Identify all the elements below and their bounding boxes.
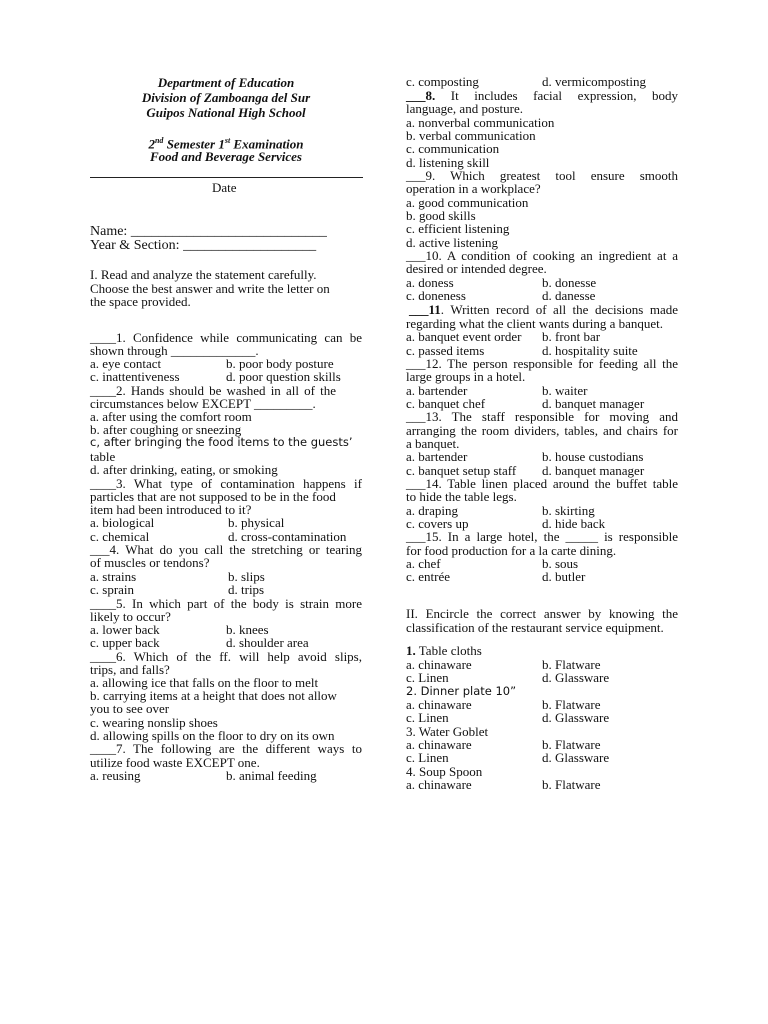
question-5-stem: ____5. In which part of the body is strain more: [90, 596, 362, 611]
question-11-stem: ___11. Written record of all the decisions made: [409, 302, 678, 317]
choice-c: c. upper back: [90, 635, 160, 650]
choice-a: a. chinaware: [406, 657, 472, 672]
choice-c: c. passed items: [406, 343, 485, 358]
choice-b: b. poor body posture: [226, 356, 334, 371]
choice-b: b. slips: [228, 569, 265, 584]
choice-c: c. communication: [406, 141, 500, 156]
choice-d: d. poor question skills: [226, 369, 341, 384]
choice-b: b. good skills: [406, 208, 476, 223]
choice-c: c. sprain: [90, 582, 135, 597]
question-9-stem: operation in a workplace?: [406, 181, 541, 196]
choice-d: d. shoulder area: [226, 635, 309, 650]
choice-d: d. trips: [228, 582, 265, 597]
equipment-item-4: 4. Soup Spoon: [406, 764, 483, 779]
question-15-stem: for food production for a la carte dining.: [406, 543, 617, 558]
question-1-stem: ____1. Confidence while communicating can be: [90, 330, 362, 345]
question-10-stem: ___10. A condition of cooking an ingredient at a: [406, 248, 678, 263]
choice-c: c. Linen: [406, 750, 449, 765]
part1-instruction: Choose the best answer and write the letter on: [90, 281, 330, 296]
choice-c: c. covers up: [406, 516, 469, 531]
choice-c: c. chemical: [90, 529, 150, 544]
choice-a: a. nonverbal communication: [406, 115, 555, 130]
choice-a: a. draping: [406, 503, 458, 518]
equipment-item-3: 3. Water Goblet: [406, 724, 489, 739]
question-11-stem: regarding what the client wants during a banquet.: [406, 316, 664, 331]
choice-d: d. Glassware: [542, 710, 610, 725]
header-semester: 2nd Semester 1st Examination: [148, 136, 304, 152]
choice-a: a. banquet event order: [406, 329, 522, 344]
choice-a: a. bartender: [406, 383, 468, 398]
question-12-stem: ___12. The person responsible for feeding all the: [406, 356, 678, 371]
year-section-field: Year & Section: ___________________: [90, 238, 317, 253]
question-13-stem: arranging the room dividers, tables, and chairs for: [406, 423, 678, 438]
question-12-stem: large groups in a hotel.: [406, 369, 526, 384]
question-7-stem: utilize food waste EXCEPT one.: [90, 755, 260, 770]
choice-d: d. Glassware: [542, 670, 610, 685]
choice-c: c. banquet setup staff: [406, 463, 517, 478]
choice-b: b. after coughing or sneezing: [90, 422, 242, 437]
question-9-stem: ___9. Which greatest tool ensure smooth: [406, 168, 678, 183]
choice-b: b. waiter: [542, 383, 588, 398]
choice-a: a. chef: [406, 556, 441, 571]
choice-b: b. Flatware: [542, 737, 601, 752]
choice-d: d. hospitality suite: [542, 343, 638, 358]
choice-a: a. allowing ice that falls on the floor to melt: [90, 675, 319, 690]
choice-c-continued: table: [90, 449, 116, 464]
question-8-stem: language, and posture.: [406, 101, 523, 116]
question-14-stem: to hide the table legs.: [406, 489, 517, 504]
choice-b-continued: you to see over: [90, 701, 170, 716]
choice-a: a. chinaware: [406, 697, 472, 712]
choice-c: c. entrée: [406, 569, 451, 584]
choice-b: b. skirting: [542, 503, 595, 518]
choice-a: a. chinaware: [406, 737, 472, 752]
question-5-stem: likely to occur?: [90, 609, 171, 624]
choice-a: a. bartender: [406, 449, 468, 464]
choice-b: b. donesse: [542, 275, 597, 290]
choice-d: d. vermicomposting: [542, 74, 646, 89]
question-15-stem: ___15. In a large hotel, the _____ is responsible: [406, 529, 678, 544]
question-3-stem: item had been introduced to it?: [90, 502, 252, 517]
header-subject: Food and Beverage Services: [149, 149, 302, 164]
choice-b: b. carrying items at a height that does not allow: [90, 688, 337, 703]
question-1-stem: shown through _____________.: [90, 343, 259, 358]
question-13-stem: ___13. The staff responsible for moving and: [406, 409, 678, 424]
question-13-stem: a banquet.: [406, 436, 460, 451]
question-8-stem: ___8. It includes facial expression, body: [406, 88, 678, 103]
choice-c: c. composting: [406, 74, 479, 89]
header-division: Division of Zamboanga del Sur: [141, 90, 311, 105]
part2-instruction: classification of the restaurant service equipment.: [406, 620, 664, 635]
choice-a: a. chinaware: [406, 777, 472, 792]
choice-c: c. Linen: [406, 710, 449, 725]
choice-d: d. active listening: [406, 235, 499, 250]
part2-instruction: II. Encircle the correct answer by knowing the: [406, 606, 678, 621]
choice-b: b. physical: [228, 515, 285, 530]
choice-a: a. lower back: [90, 622, 160, 637]
choice-b: b. knees: [226, 622, 269, 637]
choice-d: d. cross-contamination: [228, 529, 347, 544]
choice-a: a. doness: [406, 275, 454, 290]
choice-c: c. banquet chef: [406, 396, 486, 411]
choice-d: d. hide back: [542, 516, 606, 531]
question-7-stem: ____7. The following are the different ways to: [90, 741, 362, 756]
equipment-item-1: 1. Table cloths: [406, 643, 482, 658]
question-6-stem: ____6. Which of the ff. will help avoid slips,: [90, 649, 362, 664]
header-school: Guipos National High School: [146, 105, 306, 120]
choice-d: d. Glassware: [542, 750, 610, 765]
choice-c: c. inattentiveness: [90, 369, 180, 384]
question-2-stem: ____2. Hands should be washed in all of the: [90, 383, 336, 398]
part1-instruction: the space provided.: [90, 294, 191, 309]
question-6-stem: trips, and falls?: [90, 662, 170, 677]
choice-a: a. good communication: [406, 195, 529, 210]
choice-a: a. reusing: [90, 768, 141, 783]
choice-a: a. biological: [90, 515, 155, 530]
choice-a: a. after using the comfort room: [90, 409, 252, 424]
choice-d: d. allowing spills on the floor to dry on its own: [90, 728, 335, 743]
name-field: Name: ____________________________: [90, 224, 327, 239]
choice-b: b. animal feeding: [226, 768, 317, 783]
choice-c: c. efficient listening: [406, 221, 510, 236]
choice-d: d. butler: [542, 569, 586, 584]
header-divider: [90, 177, 363, 178]
choice-b: b. front bar: [542, 329, 601, 344]
choice-d: d. danesse: [542, 288, 596, 303]
choice-b: b. Flatware: [542, 777, 601, 792]
question-14-stem: ___14. Table linen placed around the buffet table: [406, 476, 678, 491]
question-10-stem: desired or intended degree.: [406, 261, 547, 276]
question-3-stem: particles that are not supposed to be in the food: [90, 489, 336, 504]
choice-c: c. doneness: [406, 288, 466, 303]
date-label: Date: [212, 180, 237, 195]
choice-b: b. Flatware: [542, 657, 601, 672]
choice-b: b. verbal communication: [406, 128, 536, 143]
header-department: Department of Education: [157, 75, 295, 90]
question-2-stem: circumstances below EXCEPT _________.: [90, 396, 316, 411]
question-3-stem: ____3. What type of contamination happens if: [90, 476, 362, 491]
question-4-stem: of muscles or tendons?: [90, 555, 210, 570]
choice-c: c. Linen: [406, 670, 449, 685]
choice-b: b. Flatware: [542, 697, 601, 712]
question-4-stem: ___4. What do you call the stretching or tearing: [90, 542, 362, 557]
choice-d: d. after drinking, eating, or smoking: [90, 462, 278, 477]
choice-c: c, after bringing the food items to the guests’: [90, 435, 353, 449]
choice-d: d. listening skill: [406, 155, 490, 170]
choice-a: a. eye contact: [90, 356, 162, 371]
choice-b: b. house custodians: [542, 449, 644, 464]
choice-b: b. sous: [542, 556, 579, 571]
choice-c: c. wearing nonslip shoes: [90, 715, 218, 730]
equipment-item-2: 2. Dinner plate 10”: [406, 684, 517, 698]
choice-d: d. banquet manager: [542, 396, 645, 411]
choice-d: d. banquet manager: [542, 463, 645, 478]
part1-instruction: I. Read and analyze the statement carefully.: [90, 267, 317, 282]
choice-a: a. strains: [90, 569, 137, 584]
